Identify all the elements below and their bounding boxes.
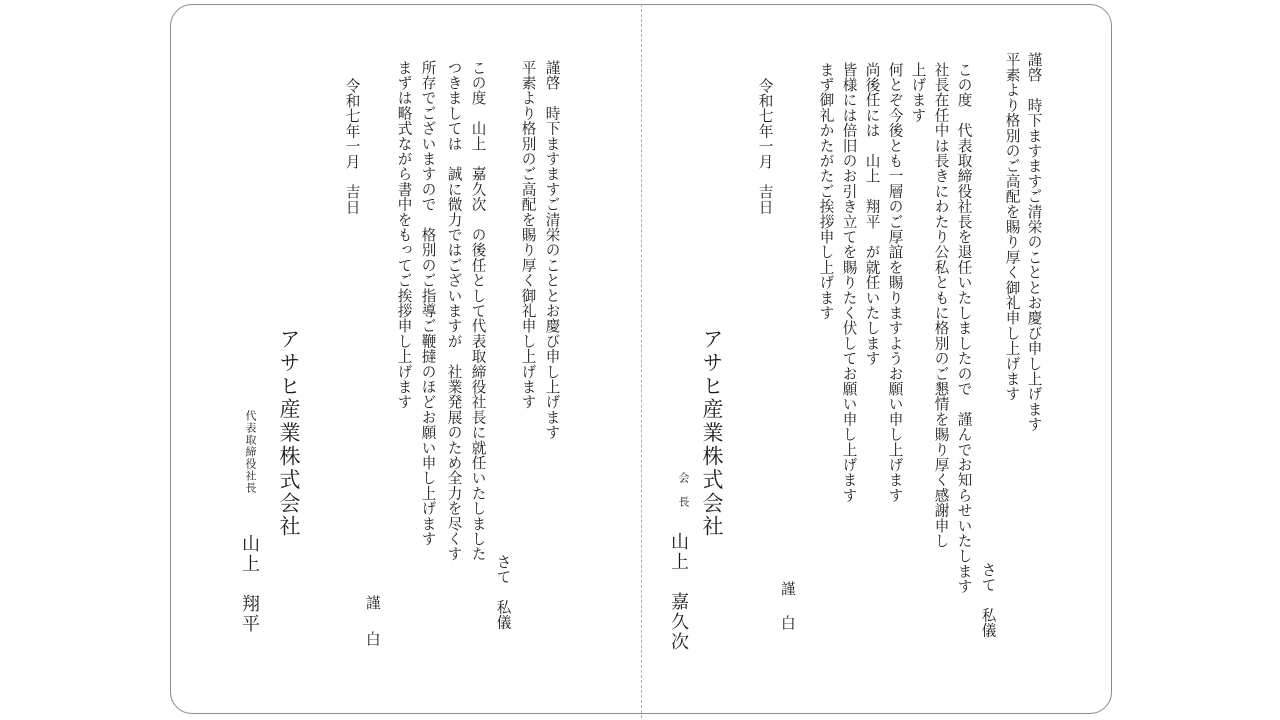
fold-line: [641, 4, 642, 718]
right-date: 令和七年一月 吉日: [756, 78, 774, 215]
right-body-line-7: まず御礼かたがたご挨拶申し上げます: [817, 62, 835, 321]
right-body-line-3: 上げます: [909, 62, 927, 123]
right-greeting-line-1: 謹啓 時下ますますご清栄のこととお慶び申し上げます: [1025, 52, 1043, 432]
left-closing-haku: 白: [366, 631, 381, 648]
right-body-line-5: 尚後任には 山上 翔平 が就任いたします: [863, 62, 881, 366]
right-closing-kin: 謹: [781, 581, 796, 598]
left-closing-kin: 謹: [366, 595, 381, 612]
right-title: 会 長: [677, 472, 690, 508]
left-opening: さて 私儀: [494, 554, 512, 630]
left-date: 令和七年一月 吉日: [343, 78, 361, 215]
right-closing-haku: 白: [781, 615, 796, 632]
left-greeting-line-1: 謹啓 時下ますますご清栄のこととお慶び申し上げます: [543, 60, 561, 440]
right-body-line-6: 皆様には倍旧のお引き立てを賜りたく伏してお願い申し上げます: [840, 62, 858, 503]
left-company: アサヒ産業株式会社: [277, 328, 301, 539]
right-greeting-line-2: 平素より格別のご高配を賜り厚く御礼申し上げます: [1003, 52, 1021, 402]
left-body-line-4: まずは略式ながら書中をもってご挨拶申し上げます: [395, 60, 413, 410]
right-company: アサヒ産業株式会社: [700, 328, 724, 539]
right-name: 山上 嘉久次: [668, 532, 689, 652]
right-body-line-1: この度 代表取締役社長を退任いたしましたので 謹んでお知らせいたします: [955, 62, 973, 594]
left-body-line-3: 所存でございますので 格別のご指導ご鞭撻のほどお願い申し上げます: [419, 60, 437, 547]
left-title: 代表取締役社長: [244, 410, 257, 494]
right-opening: さて 私儀: [979, 562, 997, 638]
left-name: 山上 翔平: [239, 534, 260, 634]
left-greeting-line-2: 平素より格別のご高配を賜り厚く御礼申し上げます: [519, 60, 537, 410]
left-body-line-1: この度 山上 嘉久次 の後任として代表取締役社長に就任いたしました: [469, 60, 487, 562]
right-body-line-4: 何とぞ今後とも一層のご厚誼を賜りますようお願い申し上げます: [886, 62, 904, 503]
left-body-line-2: つきましては 誠に微力ではございますが 社業発展のため全力を尽くす: [445, 60, 463, 562]
right-body-line-2: 社長在任中は長きにわたり公私ともに格別のご懇情を賜り厚く感謝申し: [932, 62, 950, 549]
